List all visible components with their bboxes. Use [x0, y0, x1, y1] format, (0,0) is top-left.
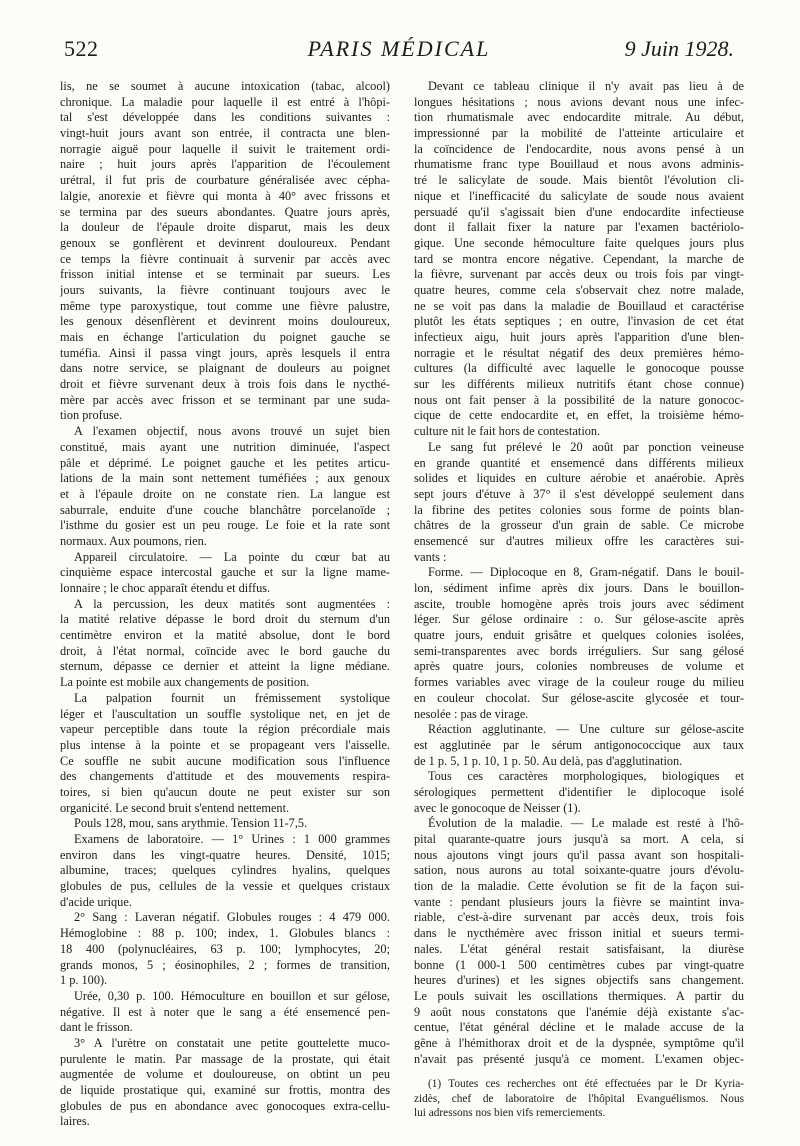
- text-line: genoux se gonflèrent et devinrent douloureux. Pendant: [60, 235, 390, 250]
- text-line: lon, sédiment infime après dix jours. Dans le bouillon-: [414, 581, 744, 595]
- text-line: sept jours d'étuve à 37° il s'est développé seulement dans: [414, 486, 744, 501]
- issue-date: 9 Juin 1928.: [624, 36, 734, 61]
- text-line: naire ; huit jours après l'apparition de l'écoulement: [60, 157, 390, 172]
- text-line: normaux. Aux poumons, rien.: [60, 533, 207, 548]
- text-line: sérologiques permettent d'identifier le diplocoque isolé: [414, 784, 744, 799]
- text-line: zidès, chef de laboratoire de l'hôpital Evanguélismos. Nous: [414, 1092, 744, 1105]
- page-number: 522: [64, 36, 99, 61]
- text-line: de 1 p. 5, 1 p. 10, 1 p. 50. Au delà, pas d'agglutination.: [414, 753, 683, 768]
- text-line: l'isthme du gosier est un peu rouge. Le foie et la rate sont: [60, 518, 390, 533]
- text-line: centimètre environ et la matité absolue, dont le bord: [60, 628, 390, 643]
- text-line: tard se montra encore négative. Cependant, la marche de: [414, 251, 744, 266]
- text-line: A la percussion, les deux matités sont augmentées :: [74, 596, 390, 611]
- text-line: impressionné par la mobilité de l'atteinte articulaire et: [414, 126, 744, 141]
- text-line: Tous ces caractères morphologiques, biologiques et: [428, 769, 744, 784]
- text-line: de liquide prostatique qui, examiné sur frottis, montra des: [60, 1083, 390, 1097]
- text-line: ensemencé sur d'autres milieux offre les caractères sui-: [414, 533, 744, 548]
- text-line: lui adressons nos bien vifs remerciements.: [414, 1107, 606, 1120]
- text-line: sur les différents milieux nutritifs étant chose connue): [414, 377, 744, 392]
- text-line: A l'examen objectif, nous avons trouvé un sujet bien: [74, 424, 390, 439]
- text-line: ne se voit pas dans la maladie de Bouillaud et caractérise: [414, 298, 744, 313]
- text-line: des changements d'attitude et des mouvements respira-: [60, 769, 390, 784]
- text-line: dans le nycthémère avec frisson initial et sueurs termi-: [414, 926, 744, 941]
- text-line: gêne à l'hémithorax droit et de la dyspnée, symptôme qu'il: [414, 1035, 744, 1050]
- text-line: solides et liquides en culture aérobie et anaérobie. Après: [414, 471, 744, 486]
- text-line: constitué, mais ayant une nutrition diminuée, l'aspect: [60, 439, 390, 454]
- text-line: saburrale, enduite d'une couche blanchâtre porcelanoïde ;: [60, 502, 390, 517]
- text-line: persuadé qu'il s'agissait bien d'une endocardite infectieuse: [414, 204, 744, 219]
- text-line: dant le frisson.: [60, 1020, 133, 1035]
- text-line: léger et l'auscultation un souffle systolique net, en jet de: [60, 706, 390, 721]
- text-line: nesolée : pas de virage.: [414, 706, 529, 721]
- text-line: centue, l'état général décline et le malade accuse de la: [414, 1020, 744, 1035]
- text-line: droit, à l'état normal, coïncide avec le bord gauche du: [60, 643, 390, 658]
- text-line: 3° A l'urètre on constatait une petite gouttelette muco-: [74, 1035, 390, 1050]
- text-line: tal s'est développée dans les conditions suivantes :: [60, 110, 390, 125]
- text-line: dont il fallait fixer la nature par l'examen bactériolo-: [414, 220, 744, 235]
- text-line: globules de pus, cellules de la vessie et quelques cristaux: [60, 879, 390, 894]
- text-line: nous ont fait penser à la possibilité de la nature gonococ-: [414, 392, 744, 407]
- text-line: quatre heures, comme cela s'observait chez notre malade,: [414, 282, 744, 297]
- text-line: (1) Toutes ces recherches ont été effectuées par le Dr Kyria-: [428, 1078, 744, 1091]
- text-line: vante : pendant plusieurs jours la fièvre se maintint inva-: [414, 894, 744, 909]
- text-line: cique de cette endocardite et, en effet, la troisième hémo-: [414, 408, 744, 423]
- text-line: frisson initial intense et se terminait par sueurs. Les: [60, 267, 390, 282]
- text-line: cinquième espace intercostal gauche et sur la ligne mame-: [60, 565, 390, 580]
- text-line: sation, nous aurons au total soixante-quatre jours d'évolu-: [414, 863, 744, 878]
- text-line: tion rhumatismale avec endocardite mitrale. Au début,: [414, 110, 744, 125]
- text-line: tion de la maladie. Cette évolution se fit de la façon sui-: [414, 879, 744, 894]
- text-line: augmentée de volume et douloureuse, on obtint un peu: [60, 1067, 390, 1082]
- text-line: lis, ne se soumet à aucune intoxication (tabac, alcool): [60, 79, 390, 93]
- text-line: albumine, traces; quelques cylindres hyalins, quelques: [60, 863, 390, 878]
- text-line: nique et l'inefficacité du salicylate de soude nous avaient: [414, 188, 744, 203]
- text-line: riable, c'est-à-dire survenant par accès deux, trois fois: [414, 910, 744, 925]
- text-line: chronique. La maladie pour laquelle il est entré à l'hôpi-: [60, 94, 390, 109]
- text-line: urétral, il fut pris de courbature généralisée avec cépha-: [60, 173, 390, 188]
- text-line: Urée, 0,30 p. 100. Hémoculture en bouillon et sur gélose,: [74, 988, 390, 1003]
- text-line: léger. Sur gélose ordinaire : o. Sur gélose-ascite après: [414, 612, 744, 627]
- text-line: châtres de la grosseur d'un grain de sable. Ce microbe: [414, 518, 744, 533]
- text-line: dans notre service, se plaignant de douleurs au poignet: [60, 361, 390, 376]
- text-line: tré le salicylate de soude. Mais bientôt l'évolution cli-: [414, 173, 744, 188]
- text-line: 1 p. 100).: [60, 973, 108, 988]
- text-line: Ce souffle ne subit aucune modification sous l'influence: [60, 753, 390, 768]
- text-line: même type paroxystique, tout comme une fièvre palustre,: [60, 298, 390, 313]
- text-line: Examens de laboratoire. — 1° Urines : 1 000 grammes: [74, 832, 390, 846]
- text-line: 9 août nous constatons que l'anémie déjà existante s'ac-: [414, 1004, 744, 1019]
- right-column: [414, 79, 744, 1120]
- text-line: Appareil circulatoire. — La pointe du cœur bat au: [74, 549, 390, 564]
- text-line: tion profuse.: [60, 408, 123, 423]
- text-line: vapeur perceptible dans toute la région précordiale mais: [60, 722, 390, 737]
- text-line: Évolution de la maladie. — Le malade est resté à l'hô-: [428, 816, 744, 831]
- text-line: Le pouls suivait les oscillations thermiques. A partir du: [414, 988, 744, 1003]
- text-line: sternum, dépasse ce dernier et atteint la ligne médiane.: [60, 659, 390, 674]
- text-line: vants :: [414, 549, 447, 564]
- text-line: longues hésitations ; nous avions devant nous une infec-: [414, 94, 744, 109]
- text-line: norragie aiguë pour laquelle il suivit le traitement ordi-: [60, 141, 390, 156]
- text-line: tuméfia. Ainsi il passa vingt jours, après lesquels il entra: [60, 345, 390, 360]
- text-line: pital quarante-quatre jours jusqu'à sa mort. A cela, si: [414, 832, 744, 846]
- text-line: heures d'urines) et les signes objectifs sans changement.: [414, 973, 744, 988]
- text-line: toires, si bien qu'aucun doute ne peut exister sur son: [60, 784, 390, 799]
- text-line: rhumatisme franc type Bouillaud et nous avons adminis-: [414, 157, 744, 172]
- text-line: Forme. — Diplocoque en 8, Gram-négatif. Dans le bouil-: [428, 565, 744, 580]
- text-line: organicité. Le second bruit s'entend nettement.: [60, 800, 290, 815]
- text-line: ascite, trouble homogène après trois jours avec sédiment: [414, 596, 744, 611]
- text-line: quatre jours, enduit grisâtre et quelques colonies isolées,: [414, 628, 744, 643]
- text-line: négative. Il est à noter que le sang a été ensemencé pen-: [60, 1004, 390, 1019]
- text-line: en grande quantité et ensemencé dans différents milieux: [414, 455, 744, 470]
- text-line: mais en échange l'articulation du poignet gauche se: [60, 330, 390, 344]
- text-line: vingt-huit jours avant son entrée, il contracta une blen-: [60, 126, 390, 141]
- text-line: lonnaire ; le choc apparaît étendu et diffus.: [60, 581, 271, 595]
- text-line: plutôt les états septiques ; en outre, l'invasion de cet état: [414, 314, 744, 329]
- text-line: cultures (la difficulté avec laquelle le gonocoque pousse: [414, 361, 744, 376]
- text-line: la fièvre, survenant par accès deux ou trois fois par vingt-: [414, 267, 744, 282]
- text-line: les genoux désenflèrent et devinrent moins douloureux,: [60, 314, 390, 329]
- text-line: 18 400 (polynucléaires, 63 p. 100; lymphocytes, 20;: [60, 941, 390, 956]
- text-line: en couleur chocolat. Sur gélose-ascite glycosée et tour-: [414, 690, 744, 705]
- text-line: Devant ce tableau clinique il n'y avait pas lieu à de: [428, 79, 744, 93]
- text-line: grands monos, 5 ; éosinophiles, 2 ; formes de transition,: [60, 957, 390, 972]
- text-line: pâle et déprimé. Le poignet gauche et les petites articu-: [60, 455, 390, 470]
- text-line: jours suivants, la fièvre continuant toujours avec le: [60, 282, 390, 297]
- text-line: mère par accès avec frisson et se terminant par une suda-: [60, 392, 390, 407]
- text-line: norragie et le résultat négatif des deux premières hémo-: [414, 345, 744, 360]
- text-line: semi-transparentes avec bords irréguliers. Sur sang gélosé: [414, 643, 744, 658]
- text-line: infectieux aigu, huit jours après l'apparition d'une blen-: [414, 330, 744, 344]
- text-line: est agglutinée par le sérum antigonococcique aux taux: [414, 737, 744, 752]
- text-line: bonne (1 000-1 500 centimètres cubes par vingt-quatre: [414, 957, 744, 972]
- text-line: la coïncidence de l'endocardite, nous avons pensé à un: [414, 141, 744, 156]
- text-line: globules de pus en abondance avec gonocoques extra-cellu-: [60, 1098, 390, 1113]
- text-line: la douleur de l'épaule droite disparut, mais les deux: [60, 220, 390, 235]
- text-line: après quatre jours, colonies nombreuses de volume et: [414, 659, 744, 674]
- text-line: ce temps la fièvre continuait à survenir par accès avec: [60, 251, 390, 266]
- text-line: 2° Sang : Laveran négatif. Globules rouges : 4 479 000.: [74, 910, 390, 925]
- text-line: culture nit le fait hors de contestation.: [414, 424, 601, 439]
- right-column-body: [414, 79, 744, 1067]
- text-line: nales. L'état général restait satisfaisant, la diurèse: [414, 941, 744, 956]
- text-line: Le sang fut prélevé le 20 août par ponction veineuse: [428, 439, 744, 454]
- text-line: environ dans les vingt-quatre heures. Densité, 1015;: [60, 847, 390, 862]
- text-line: droit et fièvre survenant deux à trois fois dans le nycthé-: [60, 377, 390, 392]
- left-column: [60, 79, 390, 1130]
- text-line: laires.: [60, 1114, 90, 1129]
- text-line: La pointe est mobile aux changements de position.: [60, 675, 310, 690]
- text-line: lalgie, anorexie et fièvre qui monta à 40° avec frissons et: [60, 188, 390, 203]
- text-line: lations de la main sont nettement tuméfiées ; aux genoux: [60, 471, 390, 486]
- footnote: [414, 1077, 744, 1120]
- page-header: [64, 36, 734, 76]
- text-line: et à l'épaule droite on ne constate rien. La langue est: [60, 486, 390, 501]
- text-line: Réaction agglutinante. — Une culture sur gélose-ascite: [428, 722, 744, 737]
- text-line: la matité relative dépasse le bord droit du sternum d'un: [60, 612, 390, 627]
- text-line: la fibrine des petites colonies sous forme de points blan-: [414, 502, 744, 517]
- text-line: n'avait pas présenté jusqu'à ce moment. L'examen objec-: [414, 1051, 744, 1066]
- text-line: formes variables avec virage de la couleur rouge du milieu: [414, 675, 744, 690]
- text-line: gique. Une seconde hémoculture faite quelques jours plus: [414, 235, 744, 250]
- text-line: plus intense à la pointe et se propageant vers l'aisselle.: [60, 737, 390, 752]
- text-line: Hémoglobine : 88 p. 100; index, 1. Globules blancs :: [60, 926, 390, 941]
- text-line: d'acide urique.: [60, 894, 132, 909]
- text-line: nous ajoutons vingt jours qu'il passa avant son hospitali-: [414, 847, 744, 862]
- journal-title: PARIS MÉDICAL: [307, 36, 491, 61]
- text-line: La palpation fournit un frémissement systolique: [74, 690, 390, 705]
- text-line: se termina par des sueurs abondantes. Quatre jours après,: [60, 204, 390, 219]
- text-line: purulente le matin. Par massage de la prostate, qui était: [60, 1051, 390, 1066]
- text-line: Pouls 128, mou, sans arythmie. Tension 11-7,5.: [74, 816, 308, 831]
- text-line: avec le gonocoque de Neisser (1).: [414, 800, 581, 815]
